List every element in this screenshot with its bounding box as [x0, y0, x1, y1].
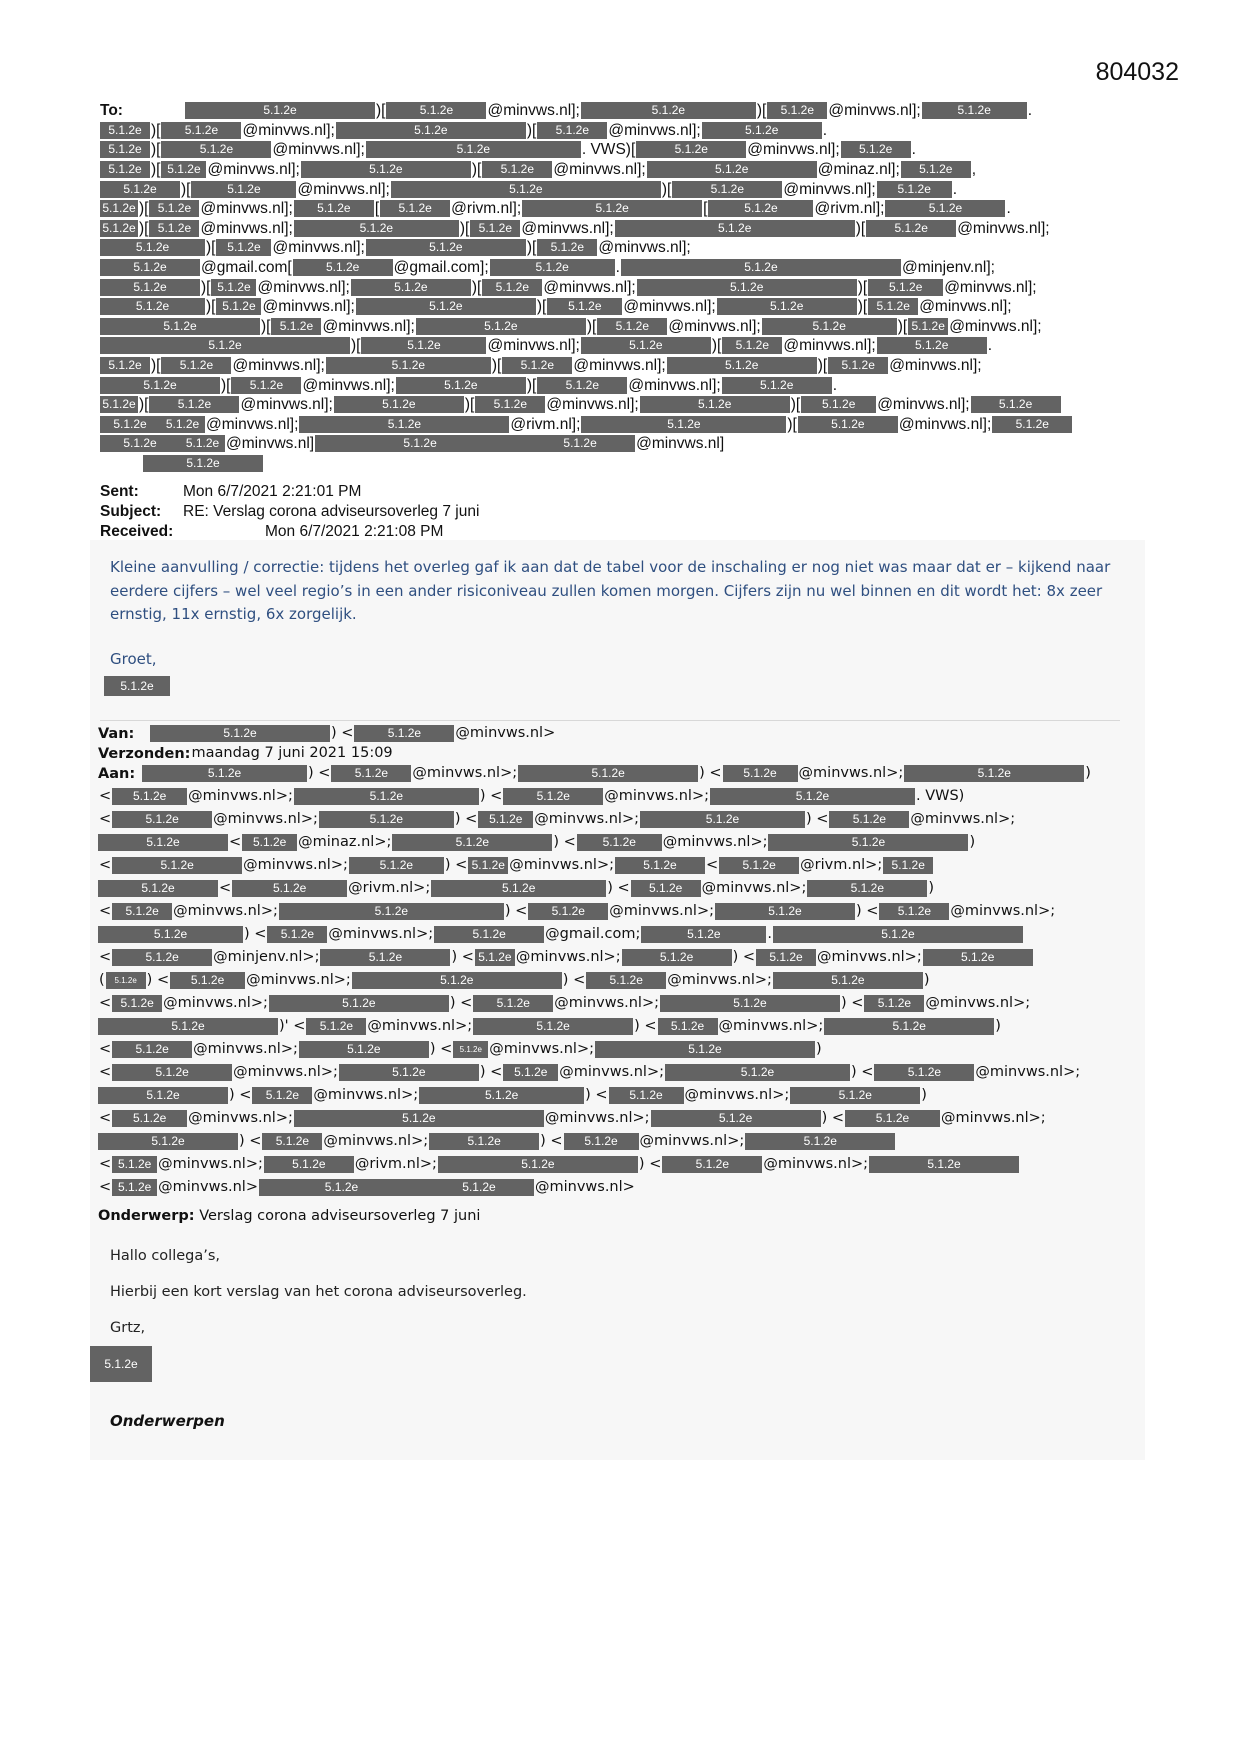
redaction-box: 5.1.2e — [149, 200, 199, 217]
reply-greeting: Groet, — [110, 650, 157, 668]
redaction-box: 5.1.2e — [615, 857, 705, 874]
redaction-box: 5.1.2e — [547, 298, 622, 315]
verzonden-value: maandag 7 juni 2021 15:09 — [191, 745, 393, 761]
redaction-box: 5.1.2e — [640, 811, 805, 828]
redaction-box: 5.1.2e — [904, 765, 1084, 782]
redaction-box: 5.1.2e — [98, 1133, 238, 1150]
redaction-box: 5.1.2e — [473, 995, 553, 1012]
redaction-box: 5.1.2e — [339, 1064, 479, 1081]
aan-row: 5.1.2e < 5.1.2e @rivm.nl>; 5.1.2e ) < 5.1.2e @minvws.nl>; 5.1.2e ) — [98, 877, 1138, 900]
redaction-box: 5.1.2e — [100, 357, 150, 374]
redaction-box: 5.1.2e — [306, 1018, 366, 1035]
redaction-box: 5.1.2e — [503, 788, 603, 805]
redaction-box: 5.1.2e — [301, 161, 471, 178]
redaction-box: 5.1.2e — [719, 857, 799, 874]
redaction-box: 5.1.2e — [581, 337, 711, 354]
redaction-box: 5.1.2e — [386, 102, 486, 119]
redaction-box: 5.1.2e — [710, 788, 915, 805]
redaction-box: 5.1.2e — [100, 279, 200, 296]
redaction-box: 5.1.2e — [100, 181, 180, 198]
redaction-box: 5.1.2e — [537, 122, 607, 139]
redaction-box: 5.1.2e — [615, 220, 855, 237]
to-row: 5.1.2e )[ 5.1.2e @minvws.nl]; 5.1.2e )[ 5.1.2e @minvws.nl]; 5.1.2e )[ 5.1.2e @minvws.nl]; — [100, 297, 1140, 317]
redaction-box: 5.1.2e — [366, 239, 526, 256]
redaction-box: 5.1.2e — [874, 1064, 974, 1081]
redaction-box: 5.1.2e — [100, 122, 150, 139]
redaction-box: 5.1.2e — [90, 1346, 152, 1382]
aan-row: < 5.1.2e @minvws.nl>; 5.1.2e ) < 5.1.2e @minvws.nl>; 5.1.2e < 5.1.2e @rivm.nl>; 5.1.2e — [98, 854, 1138, 877]
aan-row: < 5.1.2e @minvws.nl>; 5.1.2e @minvws.nl>; 5.1.2e ) < 5.1.2e @minvws.nl>; — [99, 1110, 1046, 1126]
redaction-box: 5.1.2e — [864, 995, 924, 1012]
redaction-box: 5.1.2e — [294, 220, 459, 237]
redaction-box: 5.1.2e — [868, 279, 943, 296]
redaction-box: 5.1.2e — [473, 1018, 633, 1035]
aan-row: < 5.1.2e @minvws.nl>; 5.1.2e ) < 5.1.2e @minvws.nl>; 5.1.2e ) < 5.1.2e @minvws.nl>; — [99, 995, 1031, 1011]
aan-row: < 5.1.2e @minvws.nl>; 5.1.2e ) < 5.1.2e @minvws.nl>; 5.1.2e ) < 5.1.2e @minvws.nl>; — [99, 903, 1056, 919]
redaction-box: 5.1.2e — [100, 337, 350, 354]
received-label: Received: — [100, 523, 174, 540]
redaction-box: 5.1.2e — [98, 926, 243, 943]
redaction-box: 5.1.2e — [586, 972, 666, 989]
to-row: 5.1.2e )[ 5.1.2e @minvws.nl]; 5.1.2e )[ 5.1.2e @minvws.nl]; 5.1.2e )[ 5.1.2e @minvws.nl]; — [100, 277, 1140, 297]
redaction-box: 5.1.2e — [597, 318, 667, 335]
redaction-box: 5.1.2e — [429, 1133, 539, 1150]
redaction-box: 5.1.2e — [528, 903, 608, 920]
aan-label: Aan: — [98, 765, 136, 782]
redaction-box: 5.1.2e — [801, 396, 876, 413]
redaction-box: 5.1.2e — [299, 416, 509, 433]
redaction-box: 5.1.2e — [537, 239, 597, 256]
redaction-box: 5.1.2e — [636, 141, 746, 158]
aan-row: 5.1.2e ) < 5.1.2e @minvws.nl>; 5.1.2e ) < 5.1.2e @minvws.nl>; 5.1.2e — [98, 1130, 1138, 1153]
van-domain: @minvws.nl> — [455, 725, 556, 741]
redaction-box: 5.1.2e — [745, 1133, 895, 1150]
separator-line — [100, 720, 1120, 721]
aan-row: < 5.1.2e @minvws.nl>; 5.1.2e ) < 5.1.2e @minvws.nl>; 5.1.2e ) < 5.1.2e @minvws.nl>; — [99, 1064, 1081, 1080]
redaction-box: 5.1.2e — [106, 972, 146, 989]
redaction-box: 5.1.2e — [191, 181, 296, 198]
redaction-box: 5.1.2e — [294, 788, 479, 805]
redaction-box: 5.1.2e — [901, 161, 971, 178]
redaction-box: 5.1.2e — [98, 834, 228, 851]
verzonden-label: Verzonden: — [98, 745, 191, 762]
redaction-box: 5.1.2e — [242, 834, 297, 851]
from-row — [143, 455, 263, 472]
aan-row: ( 5.1.2e ) < 5.1.2e @minvws.nl>; 5.1.2e ) < 5.1.2e @minvws.nl>; 5.1.2e ) — [99, 972, 930, 988]
redaction-box: 5.1.2e — [259, 1179, 424, 1196]
redaction-box: 5.1.2e — [868, 298, 918, 315]
redaction-box: 5.1.2e — [392, 834, 552, 851]
redaction-box: 5.1.2e — [631, 880, 701, 897]
van-label: Van: — [98, 725, 135, 742]
redaction-box: 5.1.2e — [100, 318, 260, 335]
redaction-box: 5.1.2e — [294, 1110, 544, 1127]
redaction-box: 5.1.2e — [798, 416, 898, 433]
aan-row: < 5.1.2e @minvws.nl>; 5.1.2e ) < 5.1.2e @minvws.nl>; 5.1.2e . VWS) — [99, 788, 965, 804]
to-row: 5.1.2e )[ 5.1.2e @minvws.nl]; 5.1.2e )[ 5.1.2e @minvws.nl]; 5.1.2e )[ 5.1.2e @minvws.nl]; — [100, 219, 1140, 239]
redaction-box: 5.1.2e — [767, 102, 827, 119]
to-label: To: — [100, 101, 123, 119]
redaction-box: 5.1.2e — [100, 141, 150, 158]
redaction-box: 5.1.2e — [660, 995, 840, 1012]
redaction-box: 5.1.2e — [971, 396, 1061, 413]
to-row: 5.1.2e )[ 5.1.2e @minvws.nl]; 5.1.2e )[ 5.1.2e @minvws.nl]; — [100, 238, 1140, 258]
redaction-box: 5.1.2e — [525, 435, 635, 452]
redaction-box: 5.1.2e — [98, 1087, 228, 1104]
redaction-box: 5.1.2e — [622, 949, 732, 966]
sent-label: Sent: — [100, 483, 139, 500]
redaction-box: 5.1.2e — [773, 926, 1023, 943]
redaction-box: 5.1.2e — [662, 1156, 762, 1173]
redaction-box: 5.1.2e — [112, 1041, 192, 1058]
redaction-box: 5.1.2e — [334, 396, 464, 413]
redaction-box: 5.1.2e — [112, 811, 212, 828]
to-row: 5.1.2e )[ 5.1.2e @minvws.nl]; 5.1.2e )[ 5.1.2e @minvws.nl]; 5.1.2e . — [100, 336, 1140, 356]
redaction-box: 5.1.2e — [453, 1041, 488, 1058]
redaction-box: 5.1.2e — [431, 880, 606, 897]
redaction-box: 5.1.2e — [537, 377, 627, 394]
redaction-box: 5.1.2e — [98, 1018, 278, 1035]
received-value: Mon 6/7/2021 2:21:08 PM — [265, 523, 444, 540]
redaction-box: 5.1.2e — [170, 972, 245, 989]
message-meta — [100, 482, 479, 542]
redaction-box: 5.1.2e — [361, 337, 486, 354]
redaction-box: 5.1.2e — [866, 220, 956, 237]
redaction-box: 5.1.2e — [142, 765, 307, 782]
redaction-box: 5.1.2e — [112, 1179, 157, 1196]
aan-row: 5.1.2e ) < 5.1.2e @minvws.nl>; 5.1.2e ) < 5.1.2e @minvws.nl>; 5.1.2e ) — [98, 1084, 1138, 1107]
redaction-box: 5.1.2e — [331, 765, 411, 782]
redaction-box: 5.1.2e — [100, 377, 220, 394]
redaction-box: 5.1.2e — [231, 377, 301, 394]
redaction-box: 5.1.2e — [161, 122, 241, 139]
redaction-box: 5.1.2e — [354, 725, 454, 742]
redaction-box: 5.1.2e — [908, 318, 948, 335]
redaction-box: 5.1.2e — [112, 1110, 187, 1127]
van-row: Van: 5.1.2e ) < 5.1.2e @minvws.nl> — [98, 725, 556, 742]
redaction-box: 5.1.2e — [100, 396, 138, 413]
redaction-box: 5.1.2e — [475, 396, 545, 413]
redaction-box: 5.1.2e — [396, 377, 526, 394]
redaction-box: 5.1.2e — [100, 416, 160, 433]
redaction-box: 5.1.2e — [299, 1041, 429, 1058]
redaction-box: 5.1.2e — [923, 949, 1033, 966]
redaction-box: 5.1.2e — [100, 259, 200, 276]
redaction-box: 5.1.2e — [637, 279, 857, 296]
redaction-box: 5.1.2e — [351, 279, 471, 296]
redaction-box: 5.1.2e — [922, 102, 1027, 119]
redaction-box: 5.1.2e — [104, 676, 170, 696]
redaction-box: 5.1.2e — [665, 1064, 850, 1081]
redaction-box: 5.1.2e — [564, 1133, 639, 1150]
redaction-box: 5.1.2e — [160, 416, 205, 433]
redaction-box: 5.1.2e — [100, 200, 138, 217]
redaction-box: 5.1.2e — [723, 765, 798, 782]
redaction-box: 5.1.2e — [315, 435, 525, 452]
to-row: To: 5.1.2e )[ 5.1.2e @minvws.nl]; 5.1.2e )[ 5.1.2e @minvws.nl]; 5.1.2e . — [100, 101, 1033, 120]
aan-row: < 5.1.2e @minjenv.nl>; 5.1.2e ) < 5.1.2e @minvws.nl>; 5.1.2e ) < 5.1.2e @minvws.nl>; 5.1.2e — [98, 946, 1138, 969]
redaction-box: 5.1.2e — [672, 181, 782, 198]
redaction-box: 5.1.2e — [185, 102, 375, 119]
redaction-box: 5.1.2e — [621, 259, 901, 276]
onderwerp-row — [98, 1208, 480, 1224]
redaction-box: 5.1.2e — [112, 1156, 157, 1173]
redaction-box: 5.1.2e — [518, 765, 698, 782]
redaction-box: 5.1.2e — [112, 903, 172, 920]
redaction-box: 5.1.2e — [879, 903, 949, 920]
verzonden-row — [98, 745, 1138, 762]
aan-row: 5.1.2e )' < 5.1.2e @minvws.nl>; 5.1.2e ) < 5.1.2e @minvws.nl>; 5.1.2e ) — [98, 1015, 1138, 1038]
redaction-box: 5.1.2e — [271, 318, 321, 335]
redaction-box: 5.1.2e — [502, 357, 572, 374]
redaction-box: 5.1.2e — [320, 949, 450, 966]
aan-row: < 5.1.2e @minvws.nl>; 5.1.2e @rivm.nl>; 5.1.2e ) < 5.1.2e @minvws.nl>; 5.1.2e — [98, 1153, 1138, 1176]
redaction-box: 5.1.2e — [470, 220, 520, 237]
redaction-box: 5.1.2e — [419, 1087, 584, 1104]
to-row: 5.1.2e )[ 5.1.2e @minvws.nl]; 5.1.2e )[ 5.1.2e @minvws.nl]; 5.1.2e . — [100, 121, 1140, 141]
aan-row: 5.1.2e ) < 5.1.2e @minvws.nl>; 5.1.2e @gmail.com; 5.1.2e . 5.1.2e — [98, 923, 1138, 946]
redaction-box: 5.1.2e — [149, 220, 199, 237]
redaction-box: 5.1.2e — [717, 298, 857, 315]
redaction-box: 5.1.2e — [264, 1156, 354, 1173]
subject-value: RE: Verslag corona adviseursoverleg 7 juni — [183, 503, 480, 520]
redaction-box: 5.1.2e — [150, 725, 330, 742]
redaction-box: 5.1.2e — [100, 161, 150, 178]
redaction-box: 5.1.2e — [391, 181, 661, 198]
to-row: 5.1.2e )[ 5.1.2e @minvws.nl]; 5.1.2e )[ 5.1.2e @minvws.nl]; 5.1.2e @minaz.nl]; 5.1.2e , — [100, 160, 1140, 180]
to-row: 5.1.2e )[ 5.1.2e @minvws.nl]; 5.1.2e )[ 5.1.2e @minvws.nl]; 5.1.2e )[ 5.1.2e @minvws.nl]; 5.1.2e — [100, 395, 1140, 415]
redaction-box: 5.1.2e — [658, 1018, 718, 1035]
redaction-box: 5.1.2e — [756, 949, 816, 966]
redaction-box: 5.1.2e — [143, 455, 263, 472]
received-row — [100, 522, 479, 542]
aan-row: < 5.1.2e @minvws.nl>; 5.1.2e ) < 5.1.2e @minvws.nl>; 5.1.2e ) — [99, 1041, 822, 1057]
redaction-box: 5.1.2e — [824, 1018, 994, 1035]
redaction-box: 5.1.2e — [577, 834, 662, 851]
redaction-box: 5.1.2e — [161, 161, 206, 178]
redaction-box: 5.1.2e — [100, 220, 138, 237]
to-row: 5.1.2e @gmail.com[ 5.1.2e @gmail.com]; 5.1.2e . 5.1.2e @minjenv.nl]; — [100, 258, 1140, 278]
aan-row: < 5.1.2e @minvws.nl> 5.1.2e 5.1.2e @minvws.nl> — [99, 1179, 635, 1195]
body-intro: Hierbij een kort verslag van het corona adviseursoverleg. — [110, 1284, 527, 1300]
body-greeting: Hallo collega’s, — [110, 1248, 221, 1264]
redaction-box: 5.1.2e — [112, 1064, 232, 1081]
sent-value: Mon 6/7/2021 2:21:01 PM — [183, 483, 362, 500]
to-row: 5.1.2e 5.1.2e @minvws.nl]; 5.1.2e @rivm.nl]; 5.1.2e )[ 5.1.2e @minvws.nl]; 5.1.2e — [100, 415, 1140, 435]
redaction-box: 5.1.2e — [595, 1041, 815, 1058]
redaction-box: 5.1.2e — [773, 972, 923, 989]
redaction-box: 5.1.2e — [356, 298, 536, 315]
aan-row: < 5.1.2e @minvws.nl>; 5.1.2e ) < 5.1.2e @minvws.nl>; 5.1.2e ) < 5.1.2e @minvws.nl>; — [99, 811, 1016, 827]
redaction-box: 5.1.2e — [841, 141, 911, 158]
redaction-box: 5.1.2e — [992, 416, 1072, 433]
redaction-box: 5.1.2e — [161, 357, 231, 374]
redaction-box: 5.1.2e — [828, 357, 888, 374]
body-signature — [90, 1346, 152, 1382]
redaction-box: 5.1.2e — [149, 396, 239, 413]
redaction-box: 5.1.2e — [722, 337, 782, 354]
redaction-box: 5.1.2e — [581, 102, 756, 119]
redaction-box: 5.1.2e — [609, 1087, 684, 1104]
aan-row: Aan: 5.1.2e ) < 5.1.2e @minvws.nl>; 5.1.2e ) < 5.1.2e @minvws.nl>; 5.1.2e ) — [98, 765, 1091, 782]
redaction-box: 5.1.2e — [503, 1064, 558, 1081]
redaction-box: 5.1.2e — [267, 926, 327, 943]
redaction-box: 5.1.2e — [651, 1110, 821, 1127]
to-row: 5.1.2e )[ 5.1.2e @minvws.nl]; 5.1.2e )[ 5.1.2e @minvws.nl]; 5.1.2e )[ 5.1.2e @minvws.nl]; — [100, 356, 1140, 376]
redaction-box: 5.1.2e — [269, 995, 449, 1012]
reply-text: Kleine aanvulling / correctie: tijdens het overleg gaf ik aan dat de tabel voor de inschaling er nog niet was maar dat er – kijkend naar eerdere cijfers – wel veel regio’s in een ander risiconiveau zullen komen morgen. Cijfers zijn nu wel binnen en dit wordt het: 8x zeer ernstig, 11x ernstig, 6x zorgelijk. — [110, 558, 1111, 623]
redaction-box: 5.1.2e — [468, 857, 508, 874]
to-row: 5.1.2e )[ 5.1.2e @minvws.nl]; 5.1.2e )[ 5.1.2e @minvws.nl]; 5.1.2e . — [100, 179, 1140, 199]
redaction-box: 5.1.2e — [100, 239, 205, 256]
redaction-box: 5.1.2e — [352, 972, 562, 989]
forwarded-header — [98, 722, 1138, 1199]
reply-signature — [104, 676, 170, 696]
sent-row — [100, 482, 479, 502]
redaction-box: 5.1.2e — [883, 857, 933, 874]
redaction-box: 5.1.2e — [768, 834, 968, 851]
redaction-box: 5.1.2e — [349, 857, 444, 874]
redaction-box: 5.1.2e — [112, 995, 162, 1012]
redaction-box: 5.1.2e — [715, 903, 855, 920]
redaction-box: 5.1.2e — [294, 200, 374, 217]
redaction-box: 5.1.2e — [180, 435, 225, 452]
redaction-box: 5.1.2e — [216, 239, 271, 256]
redaction-box: 5.1.2e — [380, 200, 450, 217]
redaction-box: 5.1.2e — [100, 298, 205, 315]
section-heading: Onderwerpen — [110, 1412, 225, 1430]
redaction-box: 5.1.2e — [762, 318, 897, 335]
redaction-box: 5.1.2e — [161, 141, 271, 158]
redaction-box: 5.1.2e — [885, 200, 1005, 217]
redaction-box: 5.1.2e — [722, 377, 832, 394]
redaction-box: 5.1.2e — [232, 880, 347, 897]
redaction-box: 5.1.2e — [641, 926, 766, 943]
redaction-box: 5.1.2e — [326, 357, 491, 374]
redaction-box: 5.1.2e — [869, 1156, 1019, 1173]
redaction-box: 5.1.2e — [98, 880, 218, 897]
redaction-box: 5.1.2e — [434, 926, 544, 943]
subject-row — [100, 502, 479, 522]
redaction-box: 5.1.2e — [708, 200, 813, 217]
redaction-box: 5.1.2e — [112, 949, 212, 966]
to-row: 5.1.2e )[ 5.1.2e @minvws.nl]; 5.1.2e . VWS)[ 5.1.2e @minvws.nl]; 5.1.2e . — [100, 140, 1140, 160]
redaction-box: 5.1.2e — [522, 200, 702, 217]
redaction-box: 5.1.2e — [475, 949, 515, 966]
redaction-box: 5.1.2e — [112, 788, 187, 805]
to-row: 5.1.2e )[ 5.1.2e @minvws.nl]; 5.1.2e )[ 5.1.2e @minvws.nl]; 5.1.2e )[ 5.1.2e @minvws.nl]; — [100, 317, 1140, 337]
redaction-box: 5.1.2e — [424, 1179, 534, 1196]
to-row: 5.1.2e 5.1.2e @minvws.nl] 5.1.2e 5.1.2e @minvws.nl] — [100, 434, 1140, 454]
document-number: 804032 — [1095, 58, 1179, 86]
redaction-box: 5.1.2e — [478, 811, 533, 828]
redaction-box: 5.1.2e — [336, 122, 526, 139]
redaction-box: 5.1.2e — [211, 279, 256, 296]
redaction-box: 5.1.2e — [829, 811, 909, 828]
onderwerp-label: Onderwerp: — [98, 1208, 195, 1224]
redaction-box: 5.1.2e — [482, 161, 552, 178]
redaction-box: 5.1.2e — [490, 259, 615, 276]
subject-label: Subject: — [100, 503, 162, 520]
recipients-header — [100, 101, 1140, 454]
redaction-box: 5.1.2e — [790, 1087, 920, 1104]
redaction-box: 5.1.2e — [877, 337, 987, 354]
redaction-box: 5.1.2e — [845, 1110, 940, 1127]
to-row: 5.1.2e )[ 5.1.2e @minvws.nl]; 5.1.2e [ 5.1.2e @rivm.nl]; 5.1.2e [ 5.1.2e @rivm.nl]; 5.1.2e . — [100, 199, 1140, 219]
redaction-box: 5.1.2e — [702, 122, 822, 139]
redaction-box: 5.1.2e — [100, 435, 180, 452]
redaction-box: 5.1.2e — [438, 1156, 638, 1173]
redaction-box: 5.1.2e — [319, 811, 454, 828]
redaction-box: 5.1.2e — [262, 1133, 322, 1150]
redaction-box: 5.1.2e — [366, 141, 581, 158]
redaction-box: 5.1.2e — [216, 298, 261, 315]
redaction-box: 5.1.2e — [112, 857, 242, 874]
redaction-box: 5.1.2e — [416, 318, 586, 335]
redaction-box: 5.1.2e — [279, 903, 504, 920]
redaction-box: 5.1.2e — [252, 1087, 312, 1104]
to-row: 5.1.2e )[ 5.1.2e @minvws.nl]; 5.1.2e )[ 5.1.2e @minvws.nl]; 5.1.2e . — [100, 375, 1140, 395]
redaction-box: 5.1.2e — [293, 259, 393, 276]
redaction-box: 5.1.2e — [647, 161, 817, 178]
redaction-box: 5.1.2e — [581, 416, 786, 433]
redaction-box: 5.1.2e — [667, 357, 817, 374]
redaction-box: 5.1.2e — [807, 880, 927, 897]
redaction-box: 5.1.2e — [877, 181, 952, 198]
redaction-box: 5.1.2e — [482, 279, 542, 296]
redaction-box: 5.1.2e — [640, 396, 790, 413]
onderwerp-value: Verslag corona adviseursoverleg 7 juni — [199, 1208, 481, 1224]
aan-row: 5.1.2e < 5.1.2e @minaz.nl>; 5.1.2e ) < 5.1.2e @minvws.nl>; 5.1.2e ) — [98, 831, 1138, 854]
body-closing: Grtz, — [110, 1320, 146, 1336]
